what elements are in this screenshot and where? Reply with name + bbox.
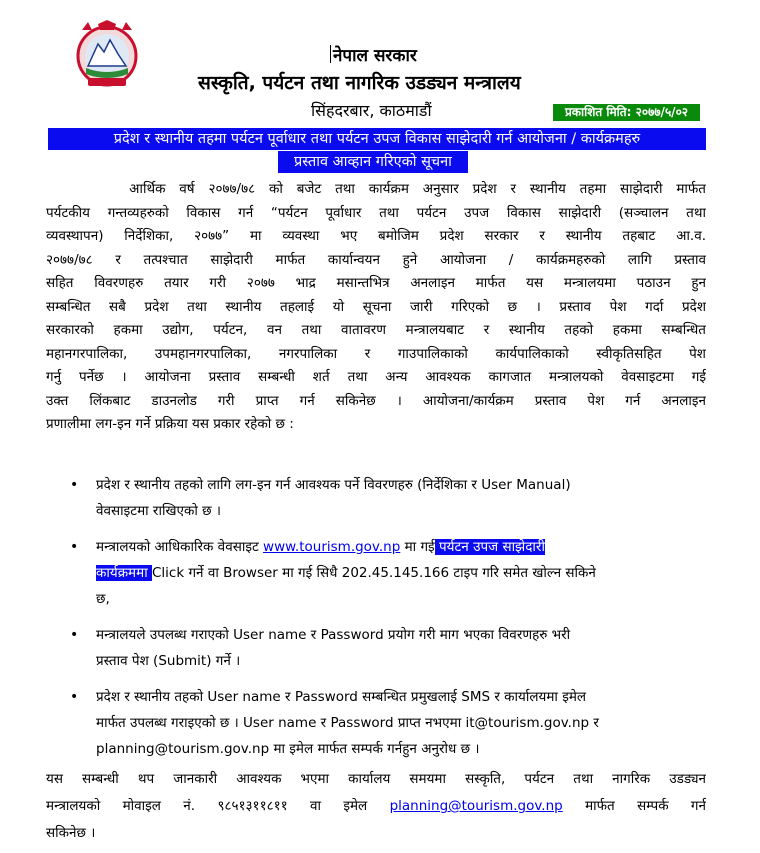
step-text: planning@tourism.gov.np मा इमेल मार्फत सम्पर्क गर्नहुन अनुरोध छ । bbox=[96, 741, 480, 757]
highlighted-program-link[interactable]: पर्यटन उपज साझेदारी bbox=[434, 539, 545, 555]
step-text: • मन्त्रालयले उपलब्ध गराएको User name र Password प्रयोग गरी माग भएका विवरणहरु भरी bbox=[96, 627, 571, 643]
intro-line: सहित विवरणहरु तयार गरी २०७७ भाद्र मसान्तभित्र अनलाइन मार्फत यस मन्त्रालयमा पठाउन हुन bbox=[46, 275, 706, 291]
intro-paragraph bbox=[46, 178, 706, 437]
intro-line: महानगरपालिका, उपमहानगरपालिका, नगरपालिका र गाउपालिकाको कार्यपालिकाको स्वीकृतिसहित पेश bbox=[46, 345, 706, 362]
list-item bbox=[70, 622, 706, 674]
intro-line: आर्थिक वर्ष २०७७/७८ को बजेट तथा कार्यक्रम अनुसार प्रदेश र स्थानीय तहमा साझेदारी मार्फत bbox=[46, 181, 706, 197]
intro-line: व्यवस्थापन) निर्देशिका, २०७७” मा व्यवस्था भए बमोजिम प्रदेश सरकार र स्थानीय तहबाट आ.व. bbox=[46, 228, 706, 244]
published-date-badge: प्रकाशित मिति: २०७७/५/०२ bbox=[553, 104, 700, 121]
highlighted-program-link[interactable]: कार्यक्रममा bbox=[96, 565, 152, 581]
contact-line: यस सम्बन्धी थप जानकारी आवश्यक भएमा कार्यालय समयमा सस्कृति, पर्यटन तथा नागरिक उडड्यन bbox=[46, 771, 706, 787]
step-text bbox=[96, 560, 706, 586]
step-text: • प्रदेश र स्थानीय तहको User name र Password सम्बन्धित प्रमुखलाई SMS र कार्यालयमा इमेल bbox=[96, 689, 587, 705]
step-text: Click गर्ने वा Browser मा गई सिधै 202.45.145.166 टाइप गरि समेत खोल्न सकिने bbox=[152, 565, 596, 581]
list-item bbox=[70, 684, 706, 762]
notice-title-line-2: प्रस्ताव आव्हान गरिएको सूचना bbox=[278, 151, 468, 173]
step-text: • प्रदेश र स्थानीय तहको लागि लग-इन गर्न आवश्यक पर्ने विवरणहरु (निर्देशिका र User Manual) bbox=[96, 477, 571, 493]
list-item bbox=[70, 534, 706, 612]
list-item bbox=[70, 472, 706, 524]
step-text: वेवसाइटमा राखिएको छ । bbox=[96, 503, 221, 519]
step-text: छ, bbox=[96, 591, 110, 607]
intro-line: २०७७/७८ र तत्पश्चात साझेदारी मार्फत कार्यान्वयन हुने आयोजना / कार्यक्रमहरुको लागि प्रस्ताव bbox=[46, 251, 706, 268]
contact-line bbox=[46, 793, 706, 820]
intro-line: सरकारको हकमा उद्योग, पर्यटन, वन तथा वातावरण मन्त्रालयबाट र स्थानीय तहको हकमा सम्बन्धित bbox=[46, 322, 706, 338]
step-text: मन्त्रालयको आधिकारिक वेवसाइट bbox=[96, 539, 264, 555]
government-name: नेपाल सरकार bbox=[333, 43, 417, 66]
step-text bbox=[96, 534, 706, 560]
contact-text: मन्त्रालयको मोवाइल नं. ९८५१३११८११ वा इमेल bbox=[46, 798, 390, 814]
intro-line: पर्यटकीय गन्तव्यहरुको विकास गर्न “पर्यटन पूर्वाधार तथा पर्यटन उपज विकास साझेदारी (सञ्चालन तथा bbox=[46, 204, 706, 221]
nepal-emblem-icon bbox=[74, 18, 140, 92]
planning-email-link[interactable]: planning@tourism.gov.np bbox=[389, 798, 563, 814]
intro-line: गर्नु पर्नेछ । आयोजना प्रस्ताव सम्बन्धी शर्त तथा अन्य आवश्यक कागजात मन्त्रालयको वेवसाइटमा गई bbox=[46, 369, 706, 385]
intro-line: प्रणालीमा लग-इन गर्ने प्रक्रिया यस प्रकार रहेको छ : bbox=[46, 416, 294, 432]
step-text: प्रस्ताव पेश (Submit) गर्ने । bbox=[96, 653, 241, 669]
ministry-name: सस्कृति, पर्यटन तथा नागरिक उडड्यन मन्त्रालय bbox=[198, 72, 521, 94]
intro-line: उक्त लिंकबाट डाउनलोड गरी प्राप्त गर्न सकिनेछ । आयोजना/कार्यक्रम प्रस्ताव पेश गर्न अनलाइन bbox=[46, 392, 706, 409]
intro-line: सम्बन्धित सबै प्रदेश तथा स्थानीय तहलाई यो सूचना जारी गरिएको छ । प्रस्ताव पेश गर्दा प्रदेश bbox=[46, 298, 706, 315]
contact-line: सकिनेछ । bbox=[46, 825, 96, 841]
step-text: मार्फत उपलब्ध गराइएको छ । User name र Password प्राप्त नभएमा it@tourism.gov.np र bbox=[96, 715, 599, 731]
steps-list bbox=[70, 472, 706, 772]
notice-title-line-1: प्रदेश र स्थानीय तहमा पर्यटन पूर्वाधार तथा पर्यटन उपज विकास साझेदारी गर्न आयोजना / कार्यक्रमहरु bbox=[48, 128, 706, 150]
step-text: मा गई bbox=[400, 539, 435, 555]
contact-paragraph bbox=[46, 766, 706, 847]
address: सिंहदरबार, काठमाडौं bbox=[311, 101, 432, 120]
tourism-website-link[interactable]: www.tourism.gov.np bbox=[263, 539, 401, 555]
contact-text: मार्फत सम्पर्क गर्न bbox=[562, 798, 706, 814]
